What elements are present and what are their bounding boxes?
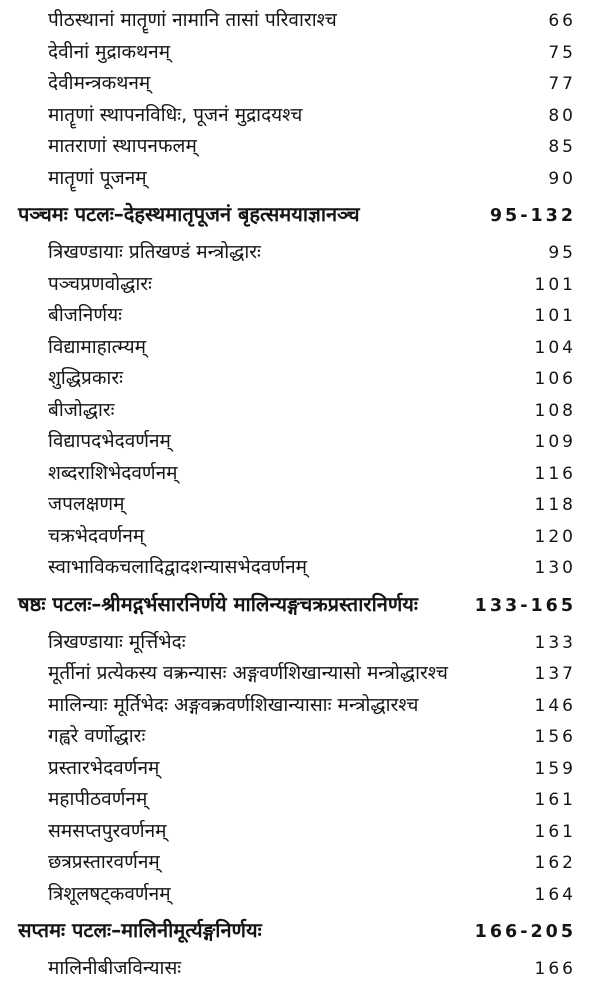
toc-entry-row [18, 690, 576, 722]
toc-row-page-number: 133-165 [474, 595, 576, 616]
toc-entry-row [18, 163, 576, 195]
toc-entry-row [18, 426, 576, 458]
toc-entry-row [18, 37, 576, 69]
toc-section-heading-row [18, 584, 576, 627]
toc-row-title: मालिन्याः मूर्तिभेदः अङ्गवक्त्रवर्णशिखान्यासाः मन्त्रोद्धारश्च [48, 693, 419, 716]
toc-row-title: बीजोद्धारः [48, 398, 115, 421]
toc-entry-row [18, 300, 576, 332]
toc-row-page-number: 95 [548, 243, 576, 263]
toc-row-page-number: 109 [534, 432, 576, 452]
toc-row-title: पञ्चप्रणवोद्धारः [48, 272, 152, 295]
toc-row-page-number: 166-205 [474, 922, 576, 942]
toc-row-page-number: 133 [534, 632, 576, 653]
toc-row-page-number: 90 [548, 168, 576, 189]
toc-row-page-number: 156 [534, 727, 576, 747]
toc-entry-row [18, 753, 576, 785]
toc-row-page-number: 116 [534, 463, 576, 484]
toc-row-title: जपलक्षणम् [48, 493, 125, 515]
toc-row-title: विद्यामाहात्म्यम् [48, 335, 146, 358]
toc-row-title: स्वाभाविकचलादिद्वादशन्यासभेदवर्णनम् [48, 556, 308, 578]
toc-row-page-number: 146 [534, 695, 576, 716]
toc-entry-row [18, 489, 576, 521]
toc-row-title: मातॄणां पूजनम् [48, 166, 147, 189]
toc-row-title: महापीठवर्णनम् [48, 788, 148, 810]
toc-entry-row [18, 100, 576, 132]
toc-row-page-number: 80 [548, 105, 576, 126]
toc-section-heading-row [18, 194, 576, 237]
toc-row-title: पञ्चमः पटलः–देहस्थमातृपूजनं बृहत्समयाज्ञानञ्च [18, 202, 360, 226]
toc-row-page-number: 166 [534, 959, 576, 979]
toc-entry-row [18, 363, 576, 395]
toc-row-title: मूर्तीनां प्रत्येकस्य वक्त्रन्यासः अङ्गवर्णशिखान्यासो मन्त्रोद्धारश्च [48, 662, 448, 684]
toc-entry-row [18, 269, 576, 301]
toc-row-title: छत्रप्रस्तारवर्णनम् [48, 851, 160, 873]
toc-row-page-number: 95-132 [489, 206, 576, 226]
toc-row-page-number: 118 [534, 495, 576, 515]
toc-row-title: देवीमन्त्रकथनम् [48, 72, 151, 94]
toc-entry-row [18, 816, 576, 848]
toc-entry-row [18, 721, 576, 753]
toc-row-page-number: 85 [548, 137, 576, 157]
toc-entry-row [18, 658, 576, 690]
toc-row-page-number: 75 [548, 42, 576, 63]
toc-entry-row [18, 552, 576, 584]
toc-entry-row [18, 784, 576, 816]
toc-row-page-number: 162 [534, 853, 576, 873]
toc-row-page-number: 104 [534, 337, 576, 358]
toc-entry-row [18, 332, 576, 364]
toc-row-title: शुद्धिप्रकारः [48, 367, 123, 389]
toc-entry-row [18, 237, 576, 269]
toc-entry-row [18, 5, 576, 37]
toc-entry-row [18, 68, 576, 100]
toc-row-page-number: 120 [534, 526, 576, 547]
toc-row-title: मालिनीबीजविन्यासः [48, 957, 182, 979]
toc-row-title: चक्रभेदवर्णनम् [48, 524, 145, 547]
toc-row-title: षष्ठः पटलः–श्रीमद्गर्भसारनिर्णये मालिन्यङ्गचक्रप्रस्तारनिर्णयः [18, 591, 418, 616]
toc-row-page-number: 101 [534, 306, 576, 326]
toc-row-title: समसप्तपुरवर्णनम् [48, 819, 167, 842]
toc-section-heading-row [18, 910, 576, 953]
toc-entry-row [18, 627, 576, 659]
toc-entry-row [18, 953, 576, 985]
toc-row-title: बीजनिर्णयः [48, 304, 122, 326]
toc-row-title: प्रस्तारभेदवर्णनम् [48, 756, 160, 779]
toc-row-page-number: 108 [534, 400, 576, 421]
toc-entry-row [18, 395, 576, 427]
toc-row-title: त्रिखण्डायाः प्रतिखण्डं मन्त्रोद्धारः [48, 241, 261, 263]
toc-row-page-number: 77 [548, 74, 576, 94]
toc-row-page-number: 66 [548, 11, 576, 31]
toc-row-title: त्रिखण्डायाः मूर्त्तिभेदः [48, 630, 186, 653]
toc-entry-row [18, 131, 576, 163]
toc-row-title: मातॄणां स्थापनविधिः, पूजनं मुद्रादयश्च [48, 103, 303, 126]
toc-row-page-number: 164 [534, 884, 576, 905]
toc-row-title: सप्तमः पटलः–मालिनीमूर्त्यङ्गनिर्णयः [18, 918, 262, 942]
toc-list [18, 5, 576, 985]
toc-row-page-number: 161 [534, 821, 576, 842]
toc-entry-row [18, 847, 576, 879]
toc-row-title: देवीनां मुद्राकथनम् [48, 40, 171, 63]
toc-row-title: त्रिशूलषट्कवर्णनम् [48, 882, 171, 905]
toc-row-page-number: 101 [534, 274, 576, 295]
toc-row-title: पीठस्थानां मातॄणां नामानि तासां परिवाराश्च [48, 9, 337, 31]
toc-row-title: शब्दराशिभेदवर्णनम् [48, 461, 178, 484]
toc-entry-row [18, 458, 576, 490]
toc-row-title: मातराणां स्थापनफलम् [48, 135, 197, 157]
toc-row-page-number: 159 [534, 758, 576, 779]
toc-entry-row [18, 521, 576, 553]
toc-row-page-number: 137 [534, 664, 576, 684]
toc-row-page-number: 130 [534, 558, 576, 578]
toc-row-page-number: 106 [534, 369, 576, 389]
toc-entry-row [18, 879, 576, 911]
toc-row-title: गह्वरे वर्णोद्धारः [48, 725, 146, 747]
toc-row-page-number: 161 [534, 790, 576, 810]
toc-row-title: विद्यापदभेदवर्णनम् [48, 430, 171, 452]
